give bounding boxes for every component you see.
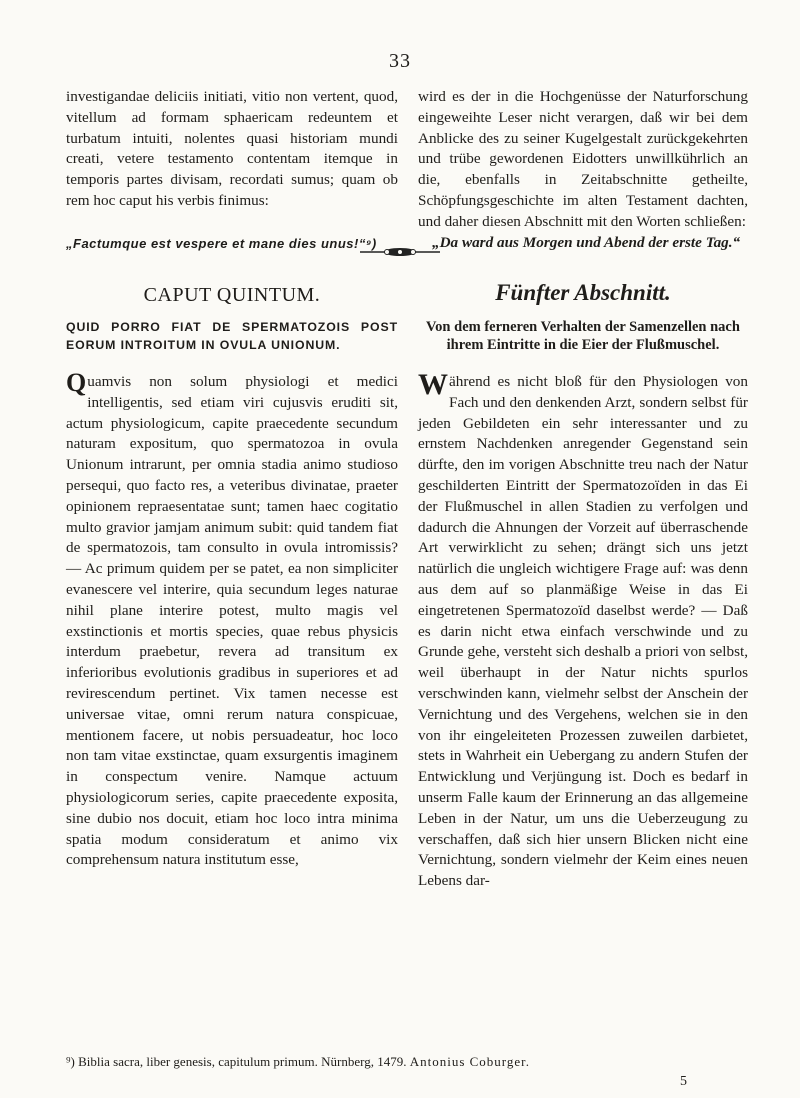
body-left-text: uamvis non solum physiologi et medici intelligentis, sed etiam viri cujusvis eruditi sit, actum physiologicum, capite praecedente secundum naturam expositum, quo spermatozoa in ovula Unionum intrarunt, per omnia stadia animo studioso persequi, quo facto res, a veteribus divinatae, praeter opinionem repraesentatae sunt; tamen haec cogitatio multo gravior jamjam animum subit: quid tandem fiat de spermatozois, tam consulto in ovula intromissis? — Ac primum quidem per se patet, ea non simpliciter evanescere vel interire, quia secundum leges naturae nihil plane interire potest, multo magis vel exstinctionis et mortis species, quae rebus physicis interdum praebetur, revera ad transitum ex inferioribus evolutionis gradibus in superiores et ad revirescendum pertinet. Vix tamen necesse est universae vitae, omni rerum natura conspicuae, mentionem facere, ut nobis persuadeatur, hoc loco non tam vitae exstinctae, quam exsurgentis imaginem in conspectum venire. Namque actuum physiologicorum series, capite praecedente exposita, sine dubio nos docuit, etiam hoc loco intra minima spatia modum consideratum et animo vix comprehensum natura institutum esse, [66, 373, 398, 869]
footnote-marker: ⁹) [66, 1054, 75, 1069]
top-left-column [66, 87, 398, 255]
signature-mark: 5 [680, 1074, 687, 1089]
initial-w: W [418, 368, 448, 401]
chapter-title-german: Fünfter Abschnitt. [495, 280, 671, 305]
body-right-text: ährend es nicht bloß für den Physiologen von Fach und den denkenden Arzt, sondern selbst für jeden Gebildeten ein sehr interessanter und zu ernstem Nachdenken anregender Gegenstand sein dürfte, den im vorigen Abschnitte treu nach der Natur geschilderten Eintritt der Spermatozoïden in das Ei der Flußmuschel in allen Stadien zu verfolgen und dadurch die Ahnungen der Vorzeit auf überraschende Art verwirklicht zu sehen; drängt sich uns jetzt natürlich die ungleich wichtigere Frage auf: was denn aus dem auf so planmäßige Weise in das Ei eingetretenen Spermatozoïd daselbst werde? — Daß es darin nicht etwa einfach verschwinde und zu Grunde gehe, versteht sich deshalb a priori von selbst, weil überhaupt in der Natur nichts spurlos verschwinden kann, vielmehr selbst der Anschein der Vernichtung und des Vergehens, welchen sie in den von ihr eingeleiteten Prozessen zuweilen darbietet, stets in Wahrheit ein Uebergang zu andern Stufen der Entwicklung und Verjüngung ist. Doch es bedarf in unserm Falle kaum der Erinnerung an das allgemeine Leben in der Natur, um uns die Ueberzeugung zu verschaffen, daß sich hier unsern Blicken nicht eine Vernichtung, sondern vielmehr der Keim eines neuen Lebens dar- [418, 373, 748, 890]
page-number: 33 [389, 50, 411, 72]
footnote-text: Biblia sacra, liber genesis, capitulum primum. [78, 1054, 318, 1069]
chapter-subtitle-latin: QUID PORRO FIAT DE SPERMATOZOIS POST EORUM INTROITUM IN OVULA UNIONUM. [66, 320, 398, 352]
body-left-paragraph [66, 368, 398, 871]
ornamental-divider [360, 245, 440, 259]
footnote [66, 1054, 748, 1070]
chapter-title-latin: CAPUT QUINTUM. [143, 284, 321, 306]
latin-quote: „Factumque est vespere et mane dies unus!“⁹) [66, 235, 377, 251]
german-quote: „Da ward aus Morgen und Abend der erste Tag.“ [432, 233, 741, 251]
body-left-column [66, 368, 398, 871]
footnote-place: Nürnberg, 1479. [321, 1054, 407, 1069]
top-left-paragraph: investigandae deliciis initiati, vitio non vertent, quod, vitellum ad formam sphaericam redeuntem et turbatum intuiti, nolentes quasi historiam mundi creati, vetere testamento contentam itemque in temporis partes divisam, recordati sumus; quam ob rem hoc caput his verbis finimus: [66, 88, 398, 209]
initial-q: Q [66, 368, 87, 397]
top-right-paragraph: wird es der in die Hochgenüsse der Naturforschung eingeweihte Leser nicht verargen, daß wir bei dem Anblicke des zu seiner Kugelgestalt zurückgekehrten und trübe gewordenen Eidotters unwillkührlich an die, ebenfalls in Zeitabschnitte getheilte, Schöpfungsgeschichte im alten Testament dachten, und daher diesen Abschnitt mit den Worten schließen: [418, 88, 748, 230]
top-right-column [418, 87, 748, 253]
footnote-author: Antonius Coburger. [409, 1054, 531, 1069]
chapter-subtitle-german: Von dem ferneren Verhalten der Samenzellen nach ihrem Eintritte in die Eier der Flußmuschel. [426, 319, 740, 353]
body-right-column [418, 368, 748, 892]
body-right-paragraph [418, 368, 748, 892]
